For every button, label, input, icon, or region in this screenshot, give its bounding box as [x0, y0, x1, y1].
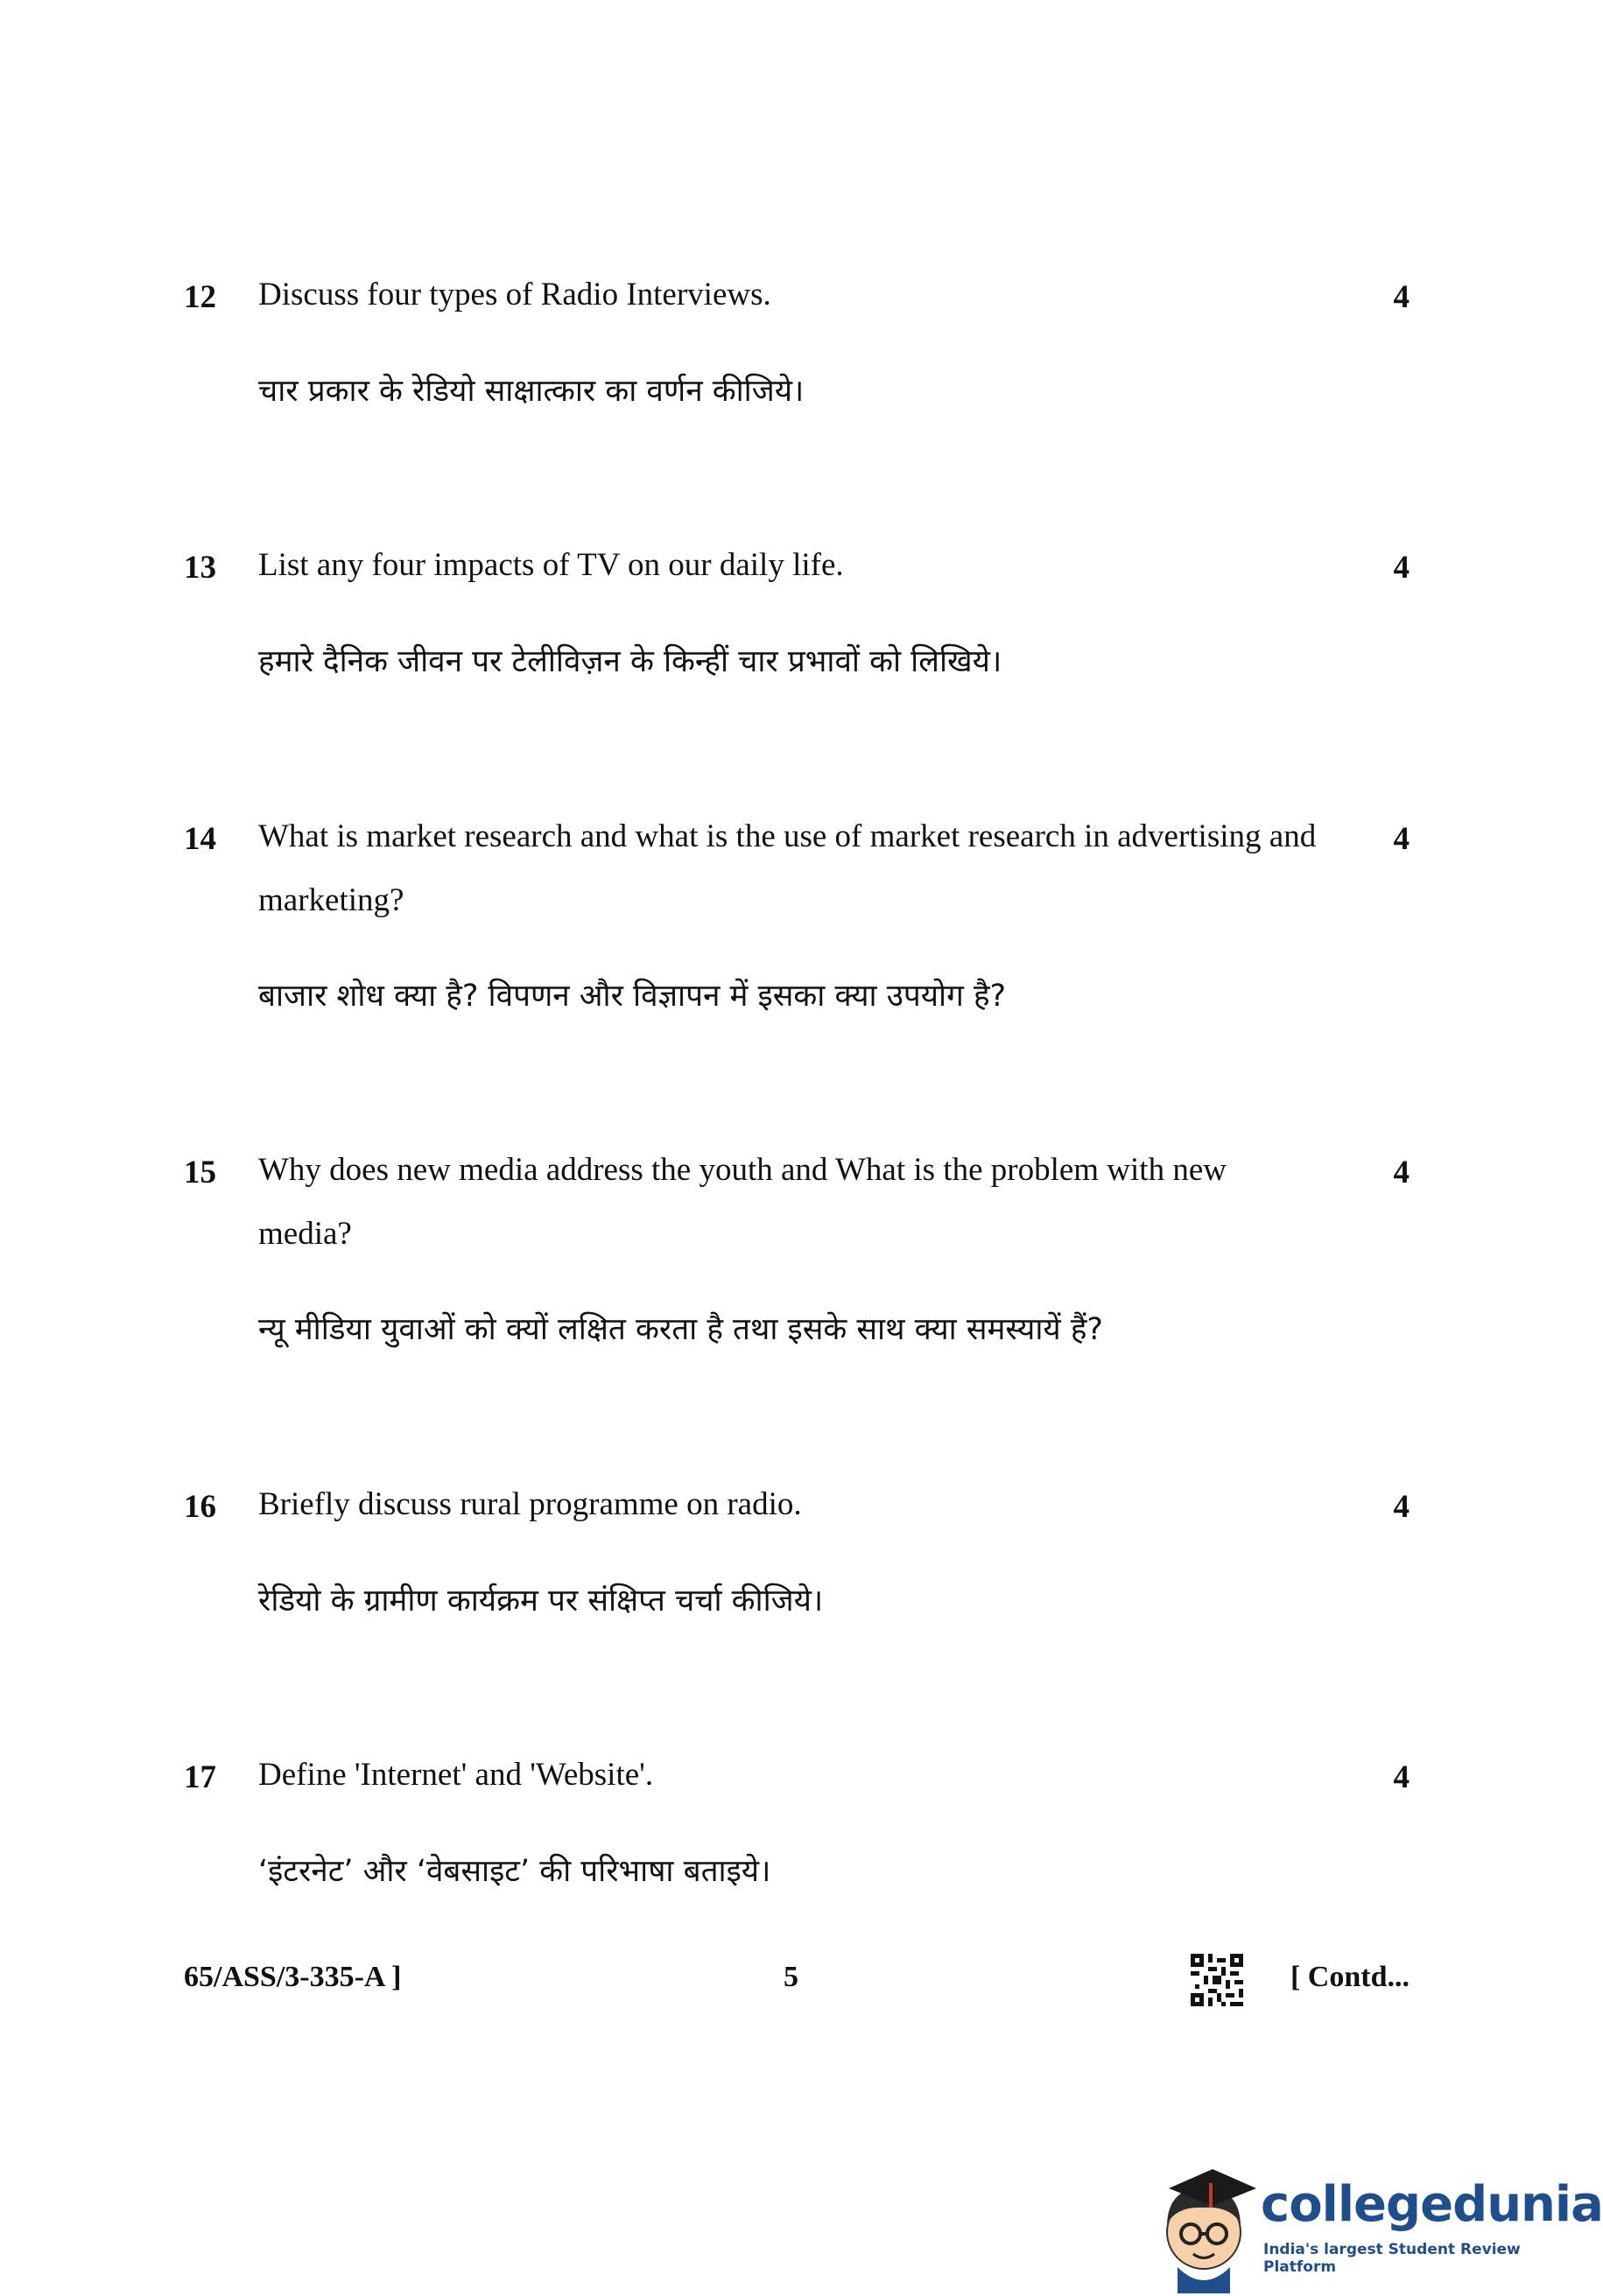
question-number: 16 [184, 1489, 216, 1525]
question-number: 17 [184, 1759, 216, 1795]
collegedunia-logo[interactable] [1151, 2153, 1603, 2293]
question-text-hindi: चार प्रकार के रेडियो साक्षात्कार का वर्णन कीजिये। [258, 374, 805, 409]
question-text-hindi: रेडियो के ग्रामीण कार्यक्रम पर संक्षिप्त चर्चा कीजिये। [258, 1583, 824, 1618]
page-number: 5 [784, 1961, 798, 1993]
paper-code: 65/ASS/3-335-A ] [184, 1961, 402, 1993]
question-text-hindi: न्यू मीडिया युवाओं को क्यों लक्षित करता है तथा इसके साथ क्या समस्यायें हैं? [258, 1312, 1103, 1347]
question-marks: 4 [1393, 1155, 1410, 1190]
question-number: 15 [184, 1155, 216, 1190]
logo-wordmark: collegedunia [1261, 2176, 1603, 2233]
mascot-icon [1151, 2153, 1265, 2293]
question-text-english: Briefly discuss rural programme on radio. [258, 1486, 802, 1522]
question-text-hindi: हमारे दैनिक जीवन पर टेलीविज़न के किन्हीं चार प्रभावों को लिखिये। [258, 644, 1002, 679]
question-number: 14 [184, 821, 216, 857]
continued-label: [ Contd... [1290, 1961, 1410, 1993]
page-footer [184, 1961, 1410, 2013]
question-text-english: Why does new media address the youth and What is the problem with new media? [258, 1152, 1227, 1252]
logo-tagline: India's largest Student Review Platform [1263, 2241, 1521, 2276]
question-text-english: Define 'Internet' and 'Website'. [258, 1757, 654, 1793]
question-number: 12 [184, 279, 216, 315]
question-text-hindi: बाजार शोध क्या है? विपणन और विज्ञापन में इसका क्या उपयोग है? [258, 979, 1007, 1014]
question-text-english: List any four impacts of TV on our daily life. [258, 547, 844, 583]
question-text-english: What is market research and what is the use of market research in advertising and marketing? [258, 818, 1317, 918]
qr-code-icon [1191, 1954, 1243, 2006]
question-marks: 4 [1393, 821, 1410, 857]
question-text-english: Discuss four types of Radio Interviews. [258, 277, 771, 312]
question-marks: 4 [1393, 1489, 1410, 1525]
question-number: 13 [184, 550, 216, 586]
question-marks: 4 [1393, 550, 1410, 586]
question-text-hindi: ‘इंटरनेट’ और ‘वेबसाइट’ की परिभाषा बताइये। [258, 1854, 771, 1889]
question-marks: 4 [1393, 279, 1410, 315]
question-marks: 4 [1393, 1759, 1410, 1795]
